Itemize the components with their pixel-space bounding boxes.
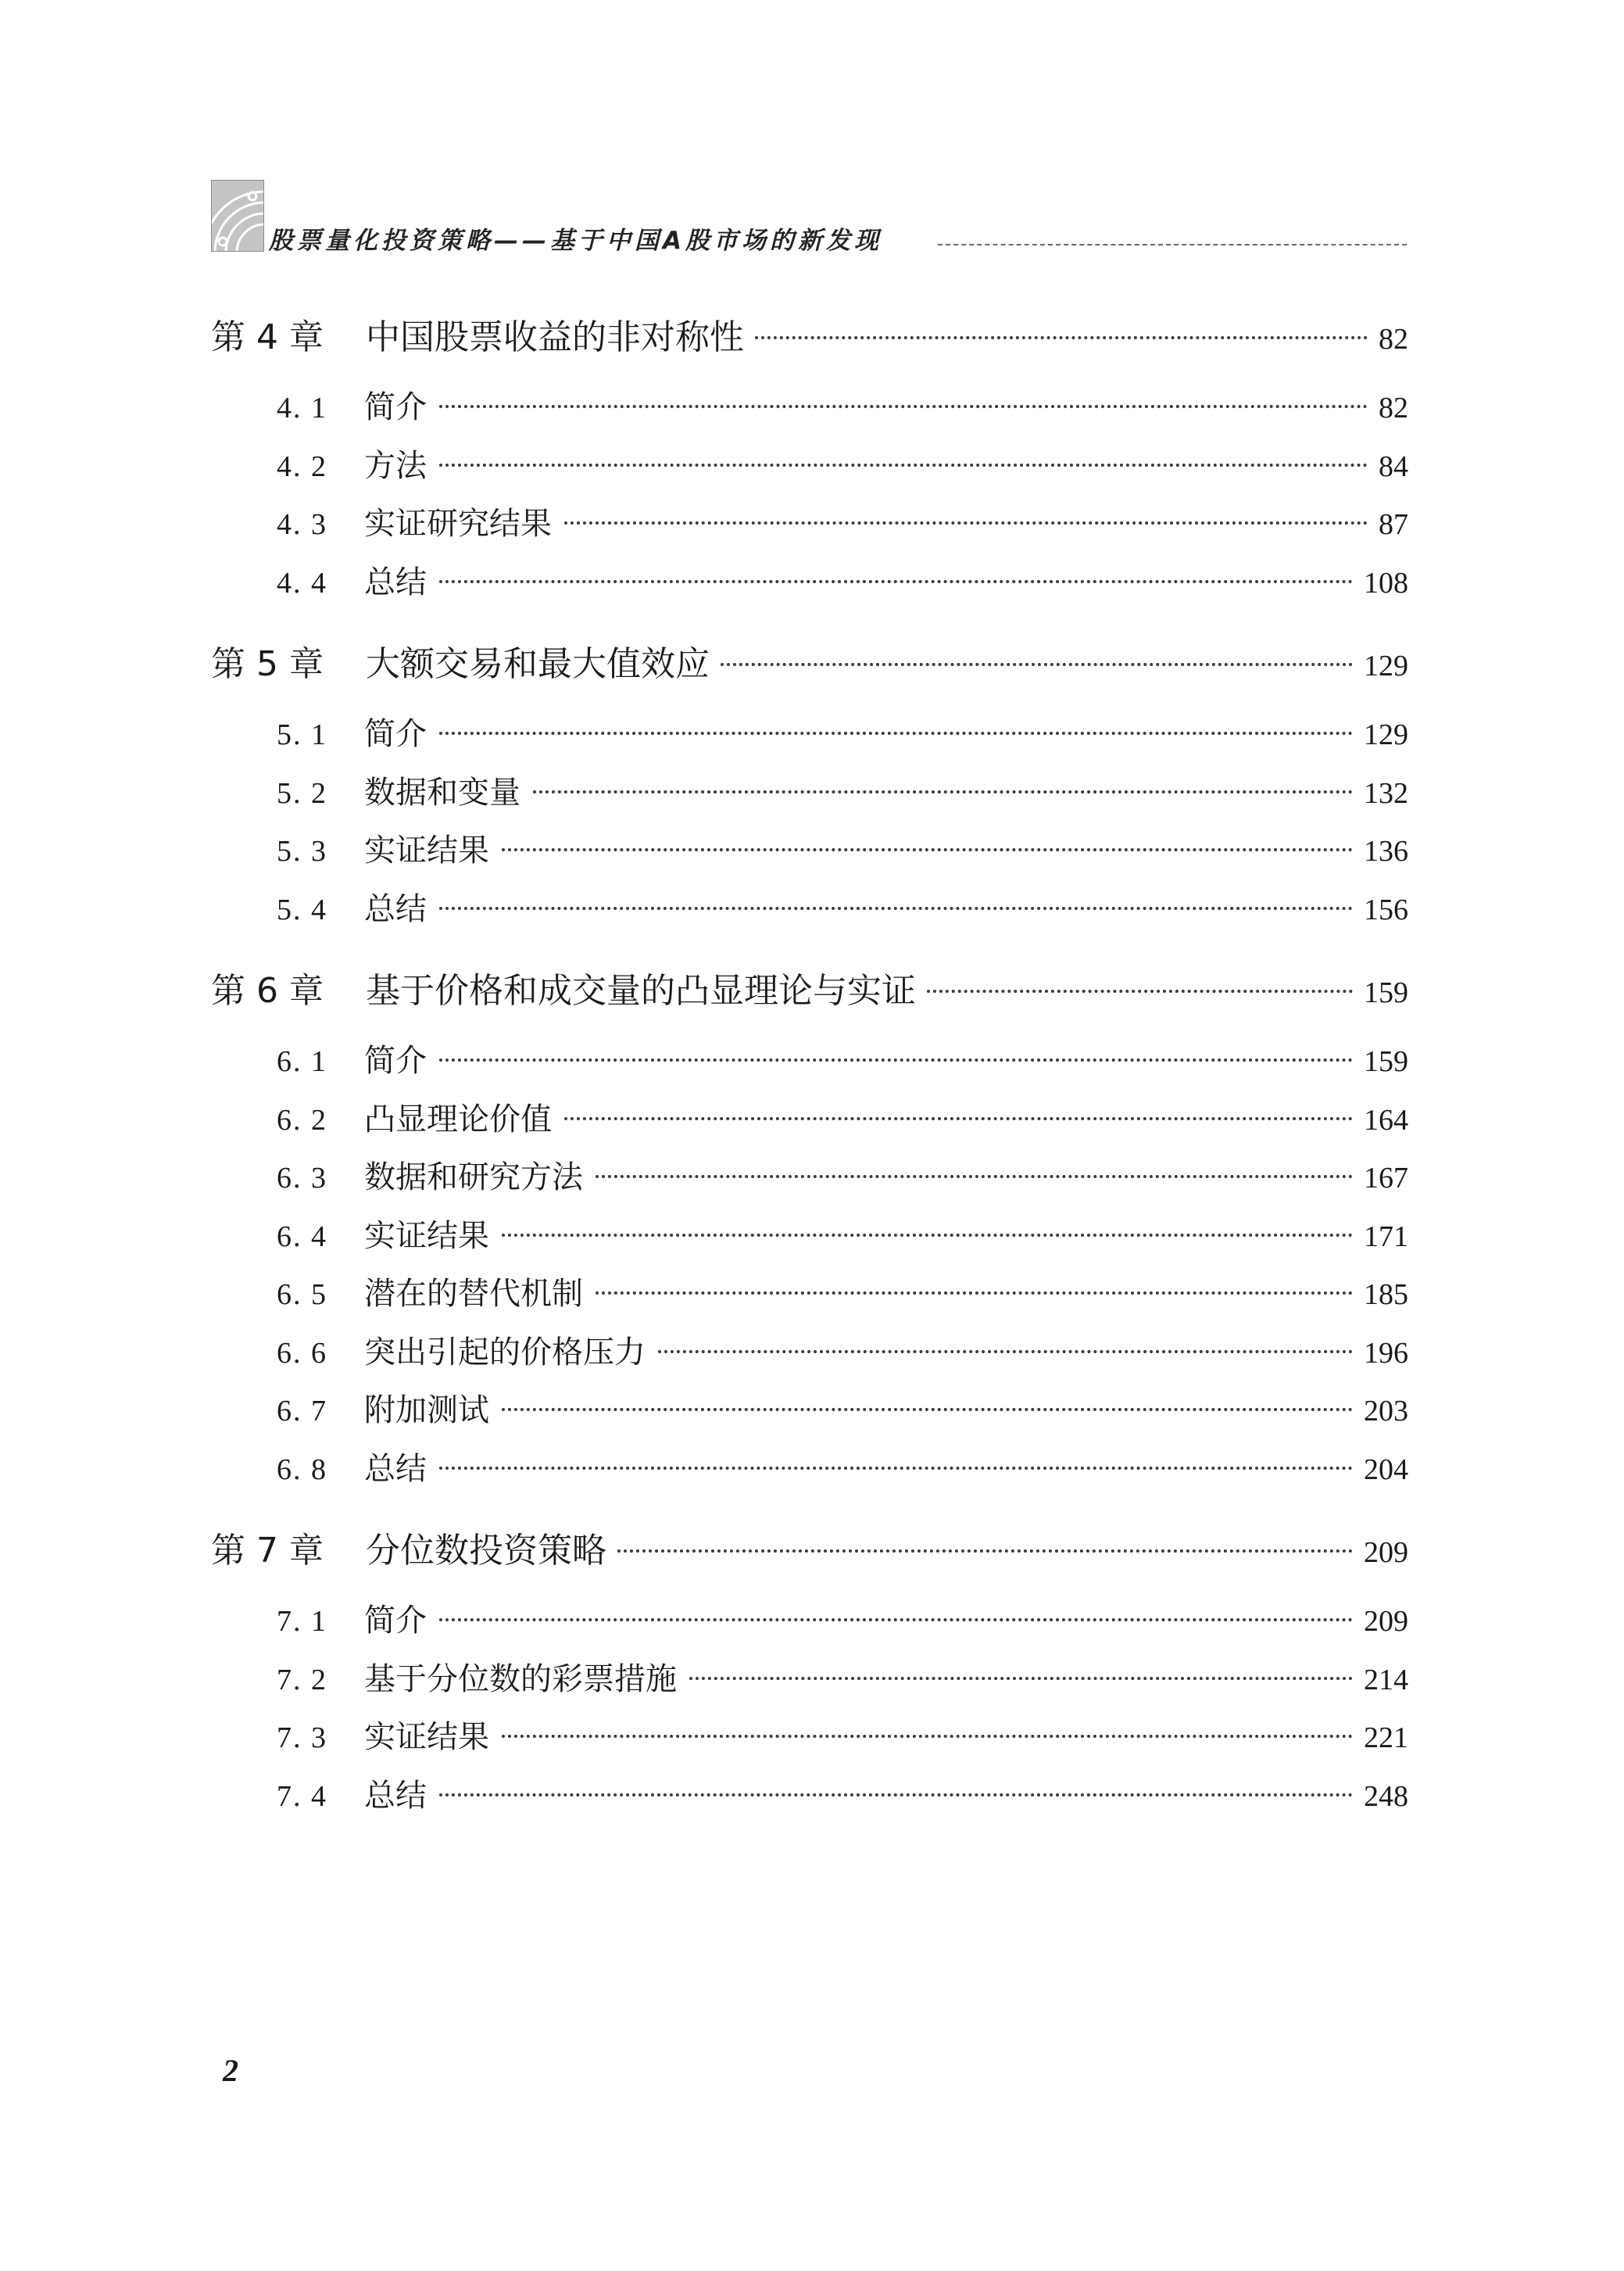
chapter-title: 大额交易和最大值效应 xyxy=(366,644,710,684)
section-number: 5. 3 xyxy=(277,835,327,868)
chapter-group xyxy=(211,636,1408,942)
section-title: 简介 xyxy=(364,716,427,751)
section-page-number: 204 xyxy=(1364,1453,1408,1486)
chapter-entry[interactable] xyxy=(211,636,1408,692)
chapter-number: 第 6 章 xyxy=(211,971,324,1011)
section-entry[interactable] xyxy=(211,1385,1408,1444)
section-title: 实证结果 xyxy=(364,1217,489,1253)
section-entry[interactable] xyxy=(211,441,1408,500)
chapter-group xyxy=(211,1522,1408,1829)
section-title: 总结 xyxy=(364,1777,427,1813)
dot-leader xyxy=(721,663,1353,666)
section-number: 6. 5 xyxy=(277,1278,327,1311)
section-page-number: 167 xyxy=(1364,1162,1408,1195)
section-title: 数据和变量 xyxy=(364,774,520,810)
section-page-number: 248 xyxy=(1364,1779,1408,1813)
section-page-number: 87 xyxy=(1379,508,1408,541)
section-page-number: 164 xyxy=(1364,1103,1408,1137)
section-entry[interactable] xyxy=(211,1152,1408,1211)
section-title: 实证结果 xyxy=(364,1719,489,1754)
header-dashed-rule xyxy=(938,244,1407,245)
page-number: 2 xyxy=(223,2053,238,2088)
section-page-number: 84 xyxy=(1379,450,1408,483)
chapter-number: 第 4 章 xyxy=(211,317,324,357)
dot-leader xyxy=(439,907,1353,910)
dot-leader xyxy=(533,790,1353,793)
section-list xyxy=(211,1596,1408,1829)
dot-leader xyxy=(439,1618,1353,1621)
section-list xyxy=(211,1036,1408,1502)
section-number: 6. 8 xyxy=(277,1453,327,1486)
section-entry[interactable] xyxy=(211,826,1408,884)
section-page-number: 136 xyxy=(1364,835,1408,868)
section-page-number: 203 xyxy=(1364,1395,1408,1427)
section-number: 7. 1 xyxy=(277,1605,327,1638)
dot-leader xyxy=(439,1467,1353,1470)
dot-leader xyxy=(596,1175,1353,1178)
section-title: 实证研究结果 xyxy=(364,506,552,541)
chapter-number: 第 5 章 xyxy=(211,644,324,684)
section-page-number: 185 xyxy=(1364,1278,1408,1311)
dot-leader xyxy=(689,1677,1353,1680)
dot-leader xyxy=(927,990,1353,993)
section-title: 实证结果 xyxy=(364,833,489,868)
book-title: 股票量化投资策略——基于中国A股市场的新发现 xyxy=(269,227,882,255)
section-list xyxy=(211,382,1408,615)
section-number: 7. 4 xyxy=(277,1779,327,1813)
section-entry[interactable] xyxy=(211,1269,1408,1327)
dot-leader xyxy=(617,1549,1353,1553)
section-number: 4. 4 xyxy=(277,566,327,600)
table-of-contents xyxy=(211,309,1408,1849)
section-entry[interactable] xyxy=(211,1327,1408,1386)
section-title: 简介 xyxy=(364,389,427,424)
section-entry[interactable] xyxy=(211,382,1408,441)
section-entry[interactable] xyxy=(211,768,1408,826)
dot-leader xyxy=(658,1350,1353,1353)
chapter-page-number: 159 xyxy=(1364,976,1408,1009)
section-page-number: 221 xyxy=(1364,1721,1408,1754)
section-title: 突出引起的价格压力 xyxy=(364,1334,646,1370)
dot-leader xyxy=(502,1234,1353,1237)
section-number: 5. 4 xyxy=(277,893,327,926)
section-title: 数据和研究方法 xyxy=(364,1159,583,1195)
section-page-number: 196 xyxy=(1364,1336,1408,1370)
section-title: 总结 xyxy=(364,890,427,926)
section-title: 总结 xyxy=(364,564,427,600)
chapter-title: 基于价格和成交量的凸显理论与实证 xyxy=(366,971,916,1011)
chapter-entry[interactable] xyxy=(211,962,1408,1019)
dot-leader xyxy=(502,1408,1353,1411)
section-page-number: 108 xyxy=(1364,566,1408,600)
chapter-group xyxy=(211,309,1408,615)
dot-leader xyxy=(755,336,1368,339)
section-title: 简介 xyxy=(364,1603,427,1638)
section-title: 总结 xyxy=(364,1450,427,1486)
section-title: 凸显理论价值 xyxy=(364,1101,552,1137)
chapter-page-number: 209 xyxy=(1364,1536,1408,1569)
chapter-title: 中国股票收益的非对称性 xyxy=(366,317,744,357)
running-header xyxy=(211,180,1407,258)
section-entry[interactable] xyxy=(211,1712,1408,1771)
section-number: 7. 2 xyxy=(277,1663,327,1696)
section-entry[interactable] xyxy=(211,1654,1408,1713)
section-entry[interactable] xyxy=(211,1211,1408,1270)
section-entry[interactable] xyxy=(211,1094,1408,1153)
section-number: 6. 4 xyxy=(277,1220,327,1253)
section-entry[interactable] xyxy=(211,499,1408,557)
section-page-number: 171 xyxy=(1364,1220,1408,1253)
section-entry[interactable] xyxy=(211,1036,1408,1094)
book-logo-icon xyxy=(211,180,264,252)
section-title: 基于分位数的彩票措施 xyxy=(364,1660,677,1696)
section-number: 5. 1 xyxy=(277,718,327,751)
section-number: 4. 2 xyxy=(277,450,327,483)
section-page-number: 132 xyxy=(1364,776,1408,810)
dot-leader xyxy=(439,405,1368,408)
section-number: 7. 3 xyxy=(277,1721,327,1754)
section-title: 附加测试 xyxy=(364,1392,489,1427)
chapter-number: 第 7 章 xyxy=(211,1531,324,1571)
chapter-entry[interactable] xyxy=(211,309,1408,365)
dot-leader xyxy=(439,464,1368,467)
section-number: 6. 3 xyxy=(277,1162,327,1195)
dot-leader xyxy=(564,521,1368,525)
section-title: 简介 xyxy=(364,1043,427,1078)
section-entry[interactable] xyxy=(211,557,1408,616)
section-entry[interactable] xyxy=(211,884,1408,943)
section-list xyxy=(211,709,1408,942)
section-page-number: 129 xyxy=(1364,718,1408,751)
section-number: 6. 2 xyxy=(277,1103,327,1137)
section-entry[interactable] xyxy=(211,1444,1408,1503)
dot-leader xyxy=(439,1058,1353,1062)
chapter-page-number: 82 xyxy=(1379,323,1408,356)
dot-leader xyxy=(502,1735,1353,1738)
section-number: 6. 6 xyxy=(277,1336,327,1370)
section-page-number: 209 xyxy=(1364,1605,1408,1638)
section-number: 4. 3 xyxy=(277,508,327,541)
dot-leader xyxy=(596,1291,1353,1295)
section-number: 5. 2 xyxy=(277,776,327,810)
section-entry[interactable] xyxy=(211,1771,1408,1829)
chapter-group xyxy=(211,962,1408,1502)
section-page-number: 214 xyxy=(1364,1663,1408,1696)
dot-leader xyxy=(439,1793,1353,1796)
chapter-title: 分位数投资策略 xyxy=(366,1531,606,1571)
chapter-page-number: 129 xyxy=(1364,650,1408,682)
section-number: 6. 1 xyxy=(277,1045,327,1078)
section-entry[interactable] xyxy=(211,1596,1408,1654)
section-page-number: 159 xyxy=(1364,1045,1408,1078)
section-entry[interactable] xyxy=(211,709,1408,768)
section-page-number: 82 xyxy=(1379,392,1408,424)
chapter-entry[interactable] xyxy=(211,1522,1408,1578)
dot-leader xyxy=(439,580,1353,583)
dot-leader xyxy=(564,1117,1353,1120)
dot-leader xyxy=(502,848,1353,851)
section-title: 方法 xyxy=(364,447,427,483)
section-number: 6. 7 xyxy=(277,1395,327,1427)
dot-leader xyxy=(439,732,1353,735)
section-title: 潜在的替代机制 xyxy=(364,1276,583,1311)
section-number: 4. 1 xyxy=(277,392,327,424)
section-page-number: 156 xyxy=(1364,893,1408,926)
